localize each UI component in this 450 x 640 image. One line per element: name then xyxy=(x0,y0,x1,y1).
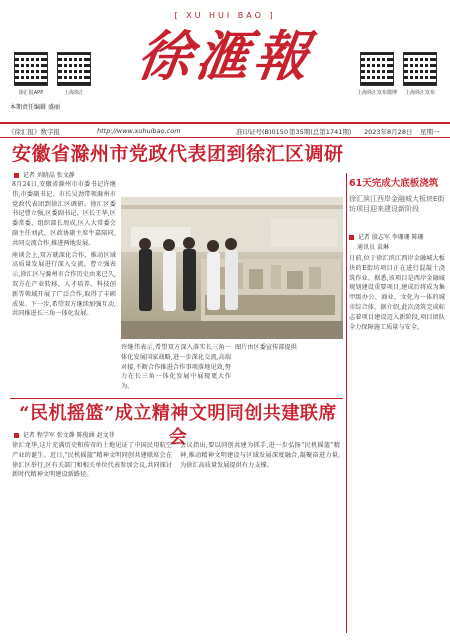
issue-date: 2023年8月28日 xyxy=(364,128,413,136)
qr-code-weibo[interactable] xyxy=(360,52,394,86)
column-divider xyxy=(346,173,347,633)
qr-code-app[interactable] xyxy=(14,52,48,86)
digital-edition-label: 《徐汇报》数字报 xyxy=(8,128,60,136)
main-story-column-3 xyxy=(235,343,343,397)
sidebar-body xyxy=(349,254,445,632)
sidebar-byline-2: 通讯员 袁琳 xyxy=(357,244,389,251)
sidebar-byline xyxy=(349,232,445,241)
sidebar-body-text: 日前,位于徐汇滨江西岸金融城大板块的E街坊项目正在进行混凝土浇筑作业。据悉,该项目是西岸金融城规划建设重要项目,建成后将成为集甲级办公、商业、文化为一体的城市综合体。据介绍,此次浇筑完成标志着项目建设迈入新阶段,项目团队全力保障施工质量与安全。 xyxy=(349,255,445,331)
sidebar-byline-label: 记者 xyxy=(357,234,370,241)
second-byline xyxy=(14,430,115,439)
sidebar-subheadline: 徐汇滨江西岸金融城大板块E街坊项目迎来建设新阶段 xyxy=(349,195,445,213)
main-byline-label: 记者 xyxy=(22,172,35,179)
issue-code: 准印证号(B)0150 xyxy=(236,128,289,136)
photo-illustration xyxy=(121,197,343,339)
main-story-para-1: 8月24日,安徽省滁州市市委书记许继伟,市委副书记、市长吴劲带领滁州市党政代表团到徐汇区调研。徐汇区委书记曹立强,区委副书记、区长王华,区委常委、组织部长周成,区人大常委会副主任刘武、区政协副主席牛嘉陪同,共同交流合作,推进两地发展。 xyxy=(12,181,116,247)
second-story-column-1 xyxy=(12,441,172,633)
second-story-column-2 xyxy=(180,441,340,633)
masthead-title: 徐滙報 xyxy=(133,24,317,88)
qr-label-app: 徐汇报APP xyxy=(18,90,44,96)
sidebar-byline-names: 殷志军 李珊珊 陈珊 xyxy=(371,234,424,241)
main-headline[interactable]: 安徽省滁州市党政代表团到徐汇区调研 xyxy=(12,143,344,165)
issue-number: 第35期(总第1741期) xyxy=(289,128,352,136)
main-story-para-3: 许继伟表示,希望双方深入落实长三角一体化发展国家战略,进一步深化交流,高端对接,不断合作推进合作事项落地见效,努力在长三角一体化发展中展现更大作为。 xyxy=(121,344,231,391)
photo-caption: 图片由区委宣传部提供 xyxy=(235,344,297,351)
masthead-latin-title: [ XU HUI BAO ] xyxy=(174,11,276,20)
second-byline-names: 程学军 张文静 陈俊涵 赵文菲 xyxy=(36,432,115,439)
qr-label-weibo: 上海徐汇发布微博 xyxy=(356,90,397,96)
editor-info xyxy=(10,102,60,111)
main-story-para-2: 座谈会上,双方就深化合作、推动区域高质量发展进行深入交流。曹立强表示,徐汇区与滁州市合作历史由来已久,双方在产业转移、人才培养、科技创新等领域开展了广泛合作,取得了丰硕成果。下一步,希望双方继续加强互动,共同推进长三角一体化发展。 xyxy=(12,251,116,318)
main-byline-names: 刘晓晶 张文静 xyxy=(36,172,75,179)
editor-label: 本期责任编辑 xyxy=(10,104,47,111)
second-story-para-1: 徐汇龙华,这片充满历史和传奇的土地见证了中国民用航空产业的诞生。近日,“民机摇篮”精神文明同创共建联席会在徐汇区举行,区有关部门和相关单位代表参加会议,共同探讨新时代精神文明建设新路径。 xyxy=(12,442,172,479)
second-byline-marker-icon xyxy=(14,433,19,438)
qr-label-official: 上海徐汇发布 xyxy=(404,90,435,96)
second-headline[interactable]: “民机摇篮”成立精神文明同创共建联席会 xyxy=(19,403,337,448)
second-byline-label: 记者 xyxy=(22,432,35,439)
issue-weekday: 星期一 xyxy=(420,128,440,136)
main-story-column-1 xyxy=(12,180,116,396)
byline-marker-icon xyxy=(14,173,19,178)
website-link[interactable]: http://www.xuhuibao.com xyxy=(97,127,181,135)
qr-code-official[interactable] xyxy=(403,52,437,86)
second-story-para-2: 会议指出,要以同创共建为抓手,进一步弘扬“民机摇篮”精神,推动精神文明建设与区域发展深度融合,凝聚奋进力量,为徐汇高质量发展提供有力支撑。 xyxy=(180,442,340,469)
masthead xyxy=(0,0,450,122)
sidebar-byline-marker-icon xyxy=(349,235,354,240)
qr-code-wechat[interactable] xyxy=(57,52,91,86)
main-byline xyxy=(14,170,75,179)
info-bar xyxy=(0,122,450,138)
story-divider xyxy=(10,398,343,399)
qr-label-wechat: 上海徐汇 xyxy=(63,90,84,96)
main-story-photo xyxy=(121,197,343,339)
editor-name: 盛丽 xyxy=(47,104,60,111)
sidebar-headline[interactable]: 61天完成大底板浇筑 xyxy=(349,178,439,189)
main-story-column-2 xyxy=(121,343,231,397)
